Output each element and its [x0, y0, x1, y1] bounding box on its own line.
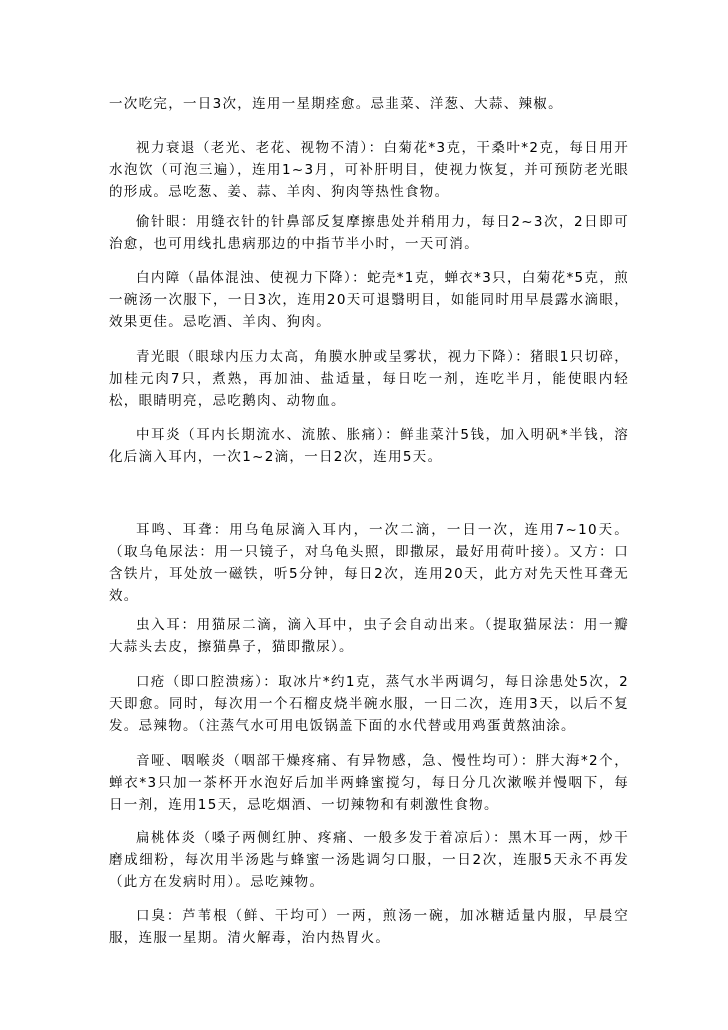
paragraph-vision-decline: 视力衰退（老光、老花、视物不清）：白菊花*3克，干桑叶*2克，每日用开水泡饮（可泡三遍），连用1~3月，可补肝明目，使视力恢复，并可预防老光眼的形成。忌吃葱、姜、蒜、羊肉、狗肉等热性食物。	[109, 140, 629, 200]
paragraph-glaucoma: 青光眼（眼球内压力太高，角膜水肿或呈雾状，视力下降）：猪眼1只切碎，加桂元肉7只，煮熟，再加油、盐适量，每日吃一剂，连吃半月，能使眼内轻松，眼睛明亮，忌吃鹅肉、动物血。	[109, 349, 629, 409]
paragraph-insect-in-ear: 虫入耳：用猫尿二滴，滴入耳中，虫子会自动出来。（提取猫尿法：用一瓣大蒜头去皮，擦猫鼻子，猫即撒尿）。	[109, 617, 629, 655]
paragraph-continuation: 一次吃完，一日3次，连用一星期痊愈。忌韭菜、洋葱、大蒜、辣椒。	[109, 96, 563, 112]
paragraph-tinnitus: 耳鸣、耳聋：用乌龟尿滴入耳内，一次二滴，一日一次，连用7~10天。（取乌龟尿法：用一只镜子，对乌龟头照，即撒尿，最好用荷叶接）。又方：口含铁片，耳处放一磁铁，听5分钟，每日2次，连用20天，此方对先天性耳聋无效。	[109, 522, 629, 604]
paragraph-hoarseness: 音哑、咽喉炎（咽部干燥疼痛、有异物感，急、慢性均可）：胖大海*2个，蝉衣*3只加一茶杯开水泡好后加半两蜂蜜搅匀，每日分几次漱喉并慢咽下，每日一剂，连用15天，忌吃烟酒、一切辣物和有刺激性食物。	[109, 753, 629, 813]
paragraph-bad-breath: 口臭：芦苇根（鲜、干均可）一两，煎汤一碗，加冰糖适量内服，早晨空服，连服一星期。清火解毒，治内热胃火。	[109, 908, 629, 946]
paragraph-stye: 偷针眼：用缝衣针的针鼻部反复摩擦患处并稍用力，每日2~3次，2日即可治愈，也可用线扎患病那边的中指节半小时，一天可消。	[109, 214, 629, 252]
paragraph-cataract: 白内障（晶体混浊、使视力下降）：蛇壳*1克，蝉衣*3只，白菊花*5克，煎一碗汤一次服下，一日3次，连用20天可退翳明目，如能同时用早晨露水滴眼，效果更佳。忌吃酒、羊肉、狗肉。	[109, 270, 629, 330]
paragraph-mouth-ulcer: 口疮（即口腔溃疡）：取冰片*约1克，蒸气水半两调匀，每日涂患处5次，2天即愈。同时，每次用一个石榴皮烧半碗水服，一日二次，连用3天，以后不复发。忌辣物。（注蒸气水可用电饭锅盖下面的水代替或用鸡蛋黄熬油涂。	[109, 674, 629, 734]
paragraph-tonsillitis: 扁桃体炎（嗓子两侧红肿、疼痛、一般多发于着凉后）：黑木耳一两，炒干磨成细粉，每次用半汤匙与蜂蜜一汤匙调匀口服，一日2次，连服5天永不再发（此方在发病时用）。忌吃辣物。	[109, 830, 629, 890]
paragraph-otitis-media: 中耳炎（耳内长期流水、流脓、胀痛）：鲜韭菜汁5钱，加入明矾*半钱，溶化后滴入耳内，一次1~2滴，一日2次，连用5天。	[109, 427, 629, 465]
